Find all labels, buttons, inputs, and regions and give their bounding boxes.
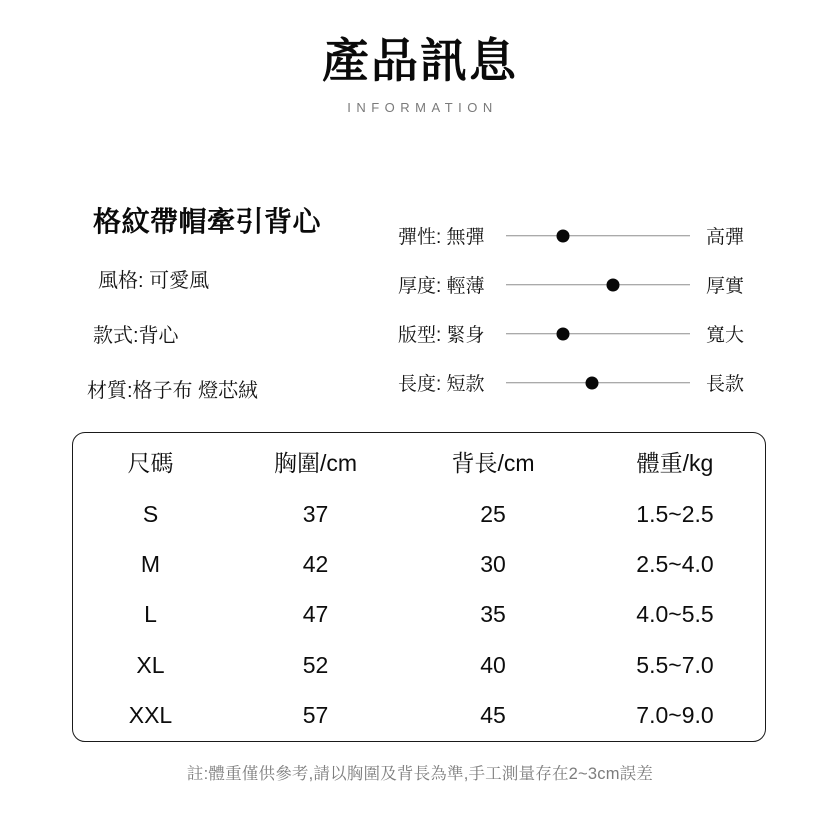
table-row bbox=[73, 489, 767, 539]
cell-chest: 47 bbox=[302, 601, 329, 628]
spec-style: 風格: 可愛風 bbox=[98, 270, 210, 292]
page-subtitle: INFORMATION bbox=[347, 100, 498, 116]
page-title: 產品訊息 bbox=[322, 34, 518, 87]
spec-material: 材質:格子布 燈芯絨 bbox=[87, 380, 259, 402]
page-header bbox=[0, 34, 840, 115]
cell-size: M bbox=[140, 551, 161, 578]
cell-weight: 2.5~4.0 bbox=[636, 551, 714, 578]
cell-chest: 52 bbox=[302, 651, 329, 678]
cell-size: S bbox=[142, 500, 159, 527]
product-name: 格紋帶帽牽引背心 bbox=[93, 206, 322, 237]
scale-row-fit bbox=[398, 309, 768, 358]
scale-track-line bbox=[506, 235, 690, 237]
cell-back: 30 bbox=[480, 551, 506, 578]
product-spec-list bbox=[87, 200, 393, 403]
scale-label-right-elasticity: 高彈 bbox=[706, 227, 745, 248]
cell-size: L bbox=[144, 601, 157, 628]
scale-marker-elasticity bbox=[557, 229, 570, 242]
measurement-note: 註:體重僅供參考,請以胸圍及背長為準,手工測量存在2~3cm誤差 bbox=[186, 765, 654, 783]
scale-row-length bbox=[398, 358, 768, 407]
scale-label-left-elasticity: 彈性: 無彈 bbox=[398, 227, 485, 248]
table-header-row bbox=[73, 433, 767, 489]
cell-size: XXL bbox=[128, 702, 173, 729]
scale-marker-fit bbox=[557, 327, 570, 340]
scale-marker-thickness bbox=[606, 278, 619, 291]
scale-label-left-thickness: 厚度: 輕薄 bbox=[398, 276, 485, 297]
cell-weight: 7.0~9.0 bbox=[636, 702, 714, 729]
spec-type: 款式:背心 bbox=[93, 325, 179, 347]
header-chest: 胸圍/cm bbox=[273, 449, 358, 476]
cell-size: XL bbox=[136, 651, 165, 678]
cell-back: 35 bbox=[480, 601, 506, 628]
table-row bbox=[73, 590, 767, 640]
scale-track-elasticity bbox=[506, 228, 690, 244]
scale-label-left-length: 長度: 短款 bbox=[398, 374, 485, 395]
scale-track-line bbox=[506, 333, 690, 335]
header-size: 尺碼 bbox=[127, 449, 174, 476]
header-back: 背長/cm bbox=[451, 449, 535, 476]
attribute-scale-list bbox=[398, 211, 768, 407]
cell-chest: 42 bbox=[302, 551, 329, 578]
scale-row-thickness bbox=[398, 260, 768, 309]
cell-chest: 37 bbox=[302, 500, 329, 527]
scale-label-right-length: 長款 bbox=[706, 374, 745, 395]
cell-chest: 57 bbox=[302, 702, 329, 729]
scale-row-elasticity bbox=[398, 211, 768, 260]
size-chart-table bbox=[73, 433, 767, 741]
cell-back: 45 bbox=[480, 702, 506, 729]
cell-weight: 4.0~5.5 bbox=[636, 601, 714, 628]
cell-weight: 1.5~2.5 bbox=[636, 500, 714, 527]
cell-back: 25 bbox=[480, 500, 506, 527]
size-chart bbox=[72, 432, 766, 742]
cell-weight: 5.5~7.0 bbox=[636, 651, 714, 678]
scale-track-line bbox=[506, 284, 690, 286]
scale-marker-length bbox=[586, 376, 599, 389]
table-row bbox=[73, 691, 767, 741]
header-weight: 體重/kg bbox=[636, 449, 714, 476]
scale-label-right-thickness: 厚實 bbox=[706, 276, 745, 297]
cell-back: 40 bbox=[480, 651, 506, 678]
scale-track-thickness bbox=[506, 277, 690, 293]
table-row bbox=[73, 640, 767, 690]
scale-label-right-fit: 寬大 bbox=[706, 325, 745, 346]
scale-track-length bbox=[506, 375, 690, 391]
scale-label-left-fit: 版型: 緊身 bbox=[398, 325, 485, 346]
table-row bbox=[73, 539, 767, 589]
scale-track-fit bbox=[506, 326, 690, 342]
